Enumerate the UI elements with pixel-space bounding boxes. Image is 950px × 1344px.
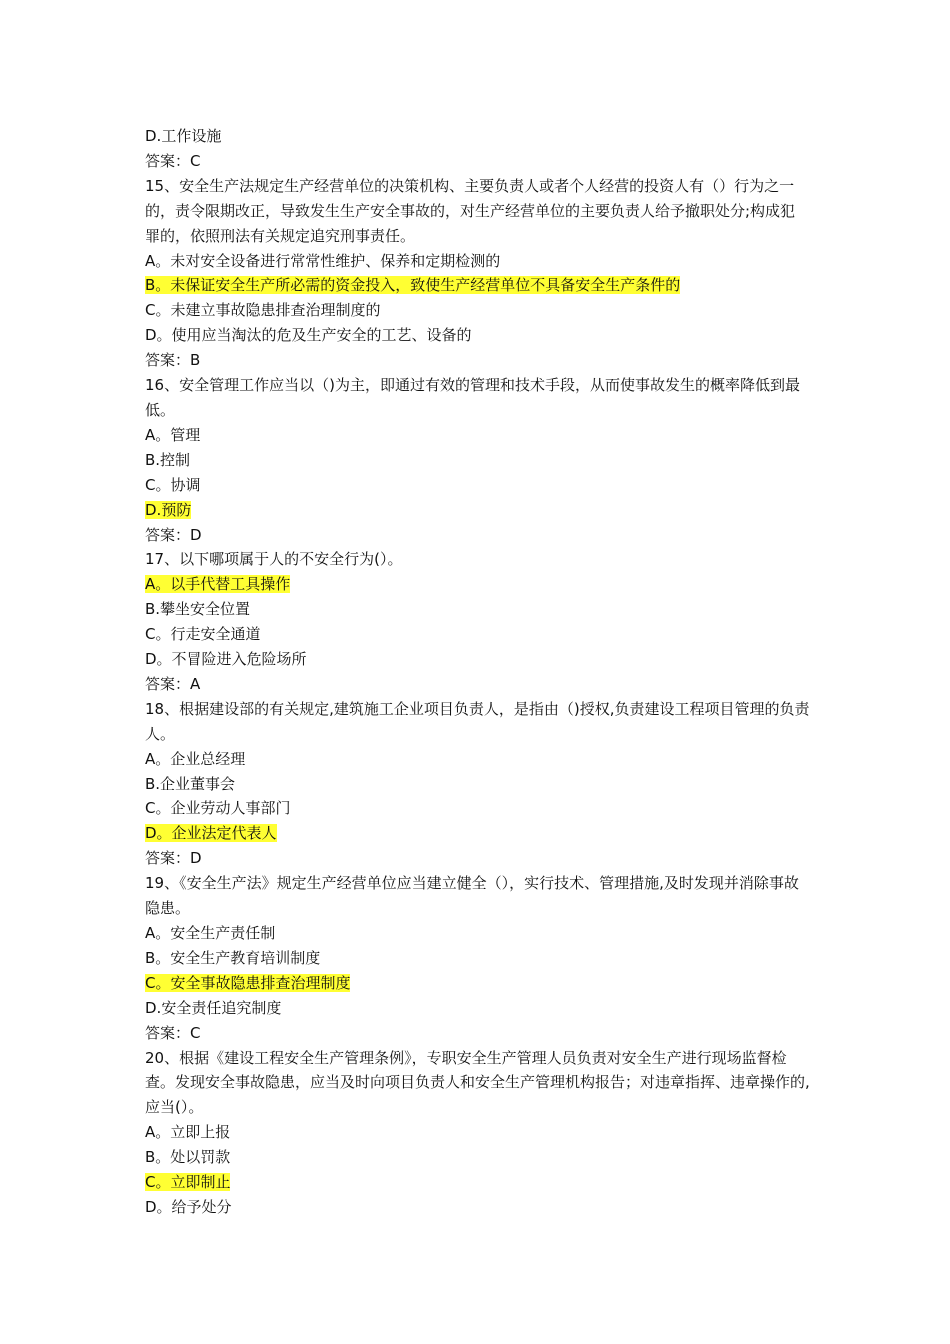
line-text: 答案：D: [145, 525, 202, 544]
line-text: 20、根据《建设工程安全生产管理条例》，专职安全生产管理人员负责对安全生产进行现场监督检查。发现安全事故隐患，应当及时向项目负责人和安全生产管理机构报告；对违章指挥、违章操作的,应当(）。: [145, 1048, 810, 1117]
line-text: A。以手代替工具操作: [145, 575, 291, 594]
text-line: [145, 149, 810, 174]
line-text: A。立即上报: [145, 1123, 231, 1142]
text-line: [145, 846, 810, 871]
line-text: D。不冒险进入危险场所: [145, 650, 307, 669]
line-text: B。安全生产教育培训制度: [145, 948, 321, 967]
text-line: [145, 249, 810, 274]
text-line: [145, 373, 810, 423]
text-line: [145, 946, 810, 971]
highlighted-answer-line: [145, 498, 810, 523]
text-line: [145, 996, 810, 1021]
line-text: B.控制: [145, 450, 191, 469]
text-line: [145, 348, 810, 373]
line-text: C。安全事故隐患排查治理制度: [145, 973, 351, 992]
line-text: 17、以下哪项属于人的不安全行为(）。: [145, 550, 403, 569]
text-line: [145, 747, 810, 772]
highlighted-answer-line: [145, 273, 810, 298]
line-text: 答案：B: [145, 351, 201, 370]
line-text: B.攀坐安全位置: [145, 600, 251, 619]
line-text: 答案：D: [145, 849, 202, 868]
line-text: C。未建立事故隐患排查治理制度的: [145, 301, 381, 320]
line-text: D.预防: [145, 500, 192, 519]
text-line: [145, 622, 810, 647]
text-line: [145, 124, 810, 149]
line-text: B.企业董事会: [145, 774, 236, 793]
text-line: [145, 672, 810, 697]
line-text: C。行走安全通道: [145, 625, 261, 644]
line-text: A。管理: [145, 425, 201, 444]
line-text: A。安全生产责任制: [145, 924, 276, 942]
text-line: [145, 1120, 810, 1145]
line-text: 16、安全管理工作应当以（)为主，即通过有效的管理和技术手段，从而使事故发生的概率降低到最低。: [145, 376, 800, 419]
highlighted-answer-line: [145, 1170, 810, 1195]
text-line: [145, 1145, 810, 1170]
line-text: 答案：C: [145, 151, 201, 170]
line-text: B。未保证安全生产所必需的资金投入，致使生产经营单位不具备安全生产条件的: [145, 276, 681, 295]
text-line: [145, 473, 810, 498]
highlighted-answer-line: [145, 971, 810, 996]
text-line: [145, 323, 810, 348]
question-list: [145, 124, 810, 1220]
text-line: [145, 597, 810, 622]
text-line: [145, 647, 810, 672]
text-line: [145, 921, 810, 946]
text-line: [145, 1021, 810, 1046]
line-text: D.工作设施: [145, 127, 222, 145]
text-line: [145, 174, 810, 249]
line-text: 15、安全生产法规定生产经营单位的决策机构、主要负责人或者个人经营的投资人有（）行为之一的，责令限期改正，导致发生生产安全事故的，对生产经营单位的主要负责人给予撤职处分;构成犯罪的，依照刑法有关规定追究刑事责任。: [145, 176, 796, 245]
line-text: 答案：A: [145, 674, 201, 693]
line-text: 18、根据建设部的有关规定,建筑施工企业项目负责人，是指由（)授权,负责建设工程项目管理的负责人。: [145, 699, 810, 743]
text-line: [145, 1195, 810, 1220]
text-line: [145, 523, 810, 548]
line-text: A。企业总经理: [145, 749, 246, 768]
line-text: A。未对安全设备进行常常性维护、保养和定期检测的: [145, 251, 501, 270]
text-line: [145, 697, 810, 747]
line-text: 19、《安全生产法》规定生产经营单位应当建立健全（），实行技术、管理措施,及时发现并消除事故隐患。: [145, 874, 799, 918]
line-text: 答案：C: [145, 1023, 201, 1042]
highlighted-answer-line: [145, 821, 810, 846]
text-line: [145, 1046, 810, 1121]
line-text: D。给予处分: [145, 1197, 232, 1216]
text-line: [145, 298, 810, 323]
line-text: D。企业法定代表人: [145, 824, 277, 843]
line-text: B。处以罚款: [145, 1148, 231, 1167]
line-text: D.安全责任追究制度: [145, 998, 282, 1017]
text-line: [145, 423, 810, 448]
text-line: [145, 448, 810, 473]
text-line: [145, 796, 810, 821]
text-line: [145, 547, 810, 572]
line-text: C。立即制止: [145, 1173, 231, 1192]
highlighted-answer-line: [145, 572, 810, 597]
text-line: [145, 772, 810, 797]
line-text: D。使用应当淘汰的危及生产安全的工艺、设备的: [145, 326, 472, 345]
line-text: C。协调: [145, 475, 201, 494]
text-line: [145, 871, 810, 921]
line-text: C。企业劳动人事部门: [145, 799, 291, 818]
